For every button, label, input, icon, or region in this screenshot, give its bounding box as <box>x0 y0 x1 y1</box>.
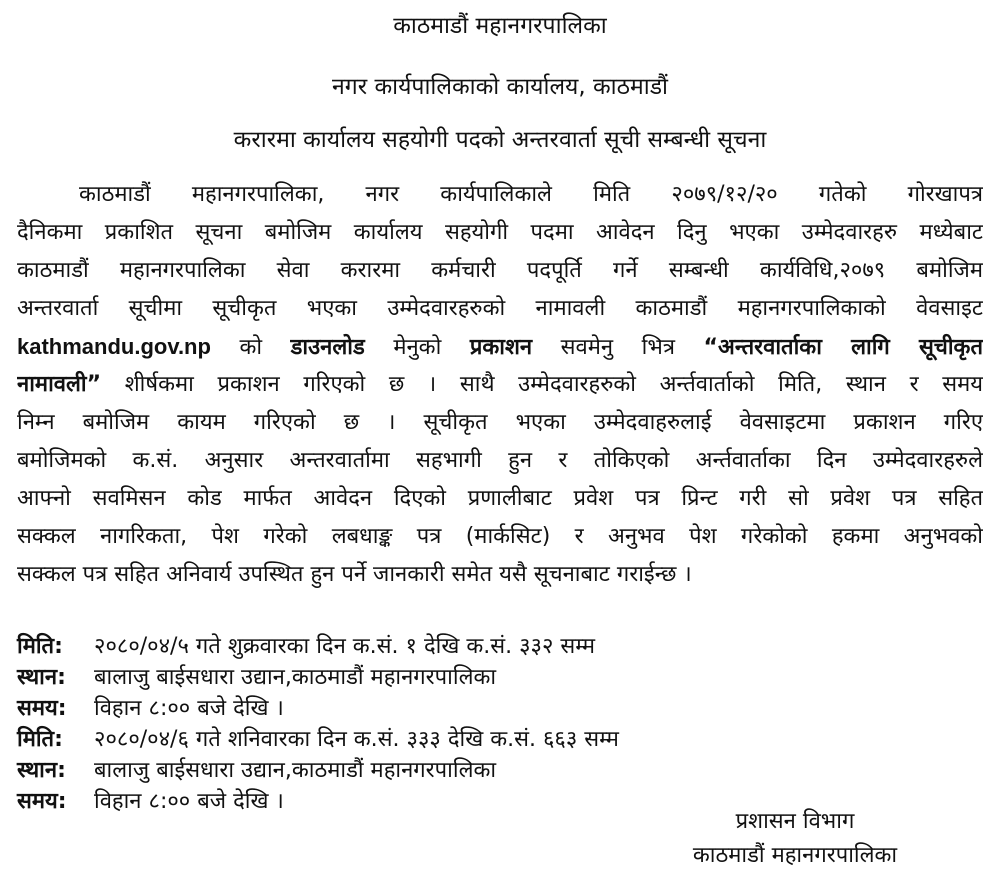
body-line: निम्न बमोजिम कायम गरिएको छ । सूचीकृत भएका उम्मेदवाहरुलाई वेवसाइटमा प्रकाशन गरिए <box>17 410 983 435</box>
body-line: अन्तरवार्ता सूचीमा सूचीकृत भएका उम्मेदवारहरुको नामावली काठमाडौं महानगरपालिकाको वेवसाइट <box>17 296 983 321</box>
office-name: काठमाडौं महानगरपालिका <box>692 843 898 868</box>
body-line <box>17 366 983 404</box>
schedule-value: बालाजु बाईसधारा उद्यान,काठमाडौं महानगरपालिका <box>94 665 497 690</box>
body-line: बमोजिमको क.सं. अनुसार अन्तरवार्तामा सहभागी हुन र तोकिएको अर्न्तवार्ताका दिन उम्मेदवारहरुले <box>17 448 983 473</box>
body-text: को <box>239 335 263 360</box>
schedule-row-venue <box>17 662 619 693</box>
interview-schedule <box>17 631 619 817</box>
body-text: सवमेनु भित्र <box>560 335 675 360</box>
body-line: काठमाडौं महानगरपालिका सेवा करारमा कर्मचारी पदपूर्ति गर्ने सम्बन्धी कार्यविधि,२०७९ बमोजिम <box>17 258 983 283</box>
body-line-website <box>17 328 983 366</box>
schedule-value: विहान ८:०० बजे देखि । <box>94 789 284 814</box>
schedule-value: २०८०/०४/५ गते शुक्रवारका दिन क.सं. १ देखि क.सं. ३३२ सम्म <box>94 634 595 659</box>
schedule-label: स्थान: <box>17 758 66 783</box>
publication-menu-name: प्रकाशन <box>469 335 533 360</box>
submenu-title-quote: “अन्तरवार्ताका लागि सूचीकृत <box>703 335 983 360</box>
schedule-label: समय: <box>17 789 67 814</box>
schedule-value: २०८०/०४/६ गते शनिवारका दिन क.सं. ३३३ देखि क.सं. ६६३ सम्म <box>94 727 619 752</box>
schedule-row-time <box>17 786 619 817</box>
website-url: kathmandu.gov.np <box>17 334 211 359</box>
notice-title: करारमा कार्यालय सहयोगी पदको अन्तरवार्ता सूची सम्बन्धी सूचना <box>233 127 767 153</box>
schedule-value: विहान ८:०० बजे देखि । <box>94 696 284 721</box>
body-text: शीर्षकमा प्रकाशन गरिएको छ । साथै उम्मेदवारहरुको अर्न्तवार्ताको मिति, स्थान र समय <box>124 372 983 397</box>
department-name: प्रशासन विभाग <box>735 809 855 834</box>
body-line: दैनिकमा प्रकाशित सूचना बमोजिम कार्यालय सहयोगी पदमा आवेदन दिनु भएका उम्मेदवारहरु मध्येबाट <box>17 220 983 245</box>
schedule-label: स्थान: <box>17 665 66 690</box>
signature-block <box>650 805 940 873</box>
office-subheading: नगर कार्यपालिकाको कार्यालय, काठमाडौं <box>332 74 668 100</box>
schedule-row-date <box>17 724 619 755</box>
body-line: काठमाडौं महानगरपालिका, नगर कार्यपालिकाले मिति २०७९/१२/२० गतेको गोरखापत्र <box>79 182 983 207</box>
office-name-heading: काठमाडौं महानगरपालिका <box>393 13 607 39</box>
schedule-label: समय: <box>17 696 67 721</box>
schedule-label: मिति: <box>17 634 63 659</box>
body-line: आफ्नो सवमिसन कोड मार्फत आवेदन दिएको प्रणालीबाट प्रवेश पत्र प्रिन्ट गरी सो प्रवेश पत्र सहित <box>17 486 983 511</box>
body-line: सक्कल नागरिकता, पेश गरेको लबधाङ्क पत्र (मार्कसिट) र अनुभव पेश गरेकोको हकमा अनुभवको <box>17 524 983 549</box>
schedule-label: मिति: <box>17 727 63 752</box>
schedule-row-date <box>17 631 619 662</box>
submenu-title-quote-end: नामावली” <box>17 372 102 397</box>
body-text: मेनुको <box>393 335 442 360</box>
schedule-row-venue <box>17 755 619 786</box>
schedule-value: बालाजु बाईसधारा उद्यान,काठमाडौं महानगरपालिका <box>94 758 497 783</box>
download-menu-name: डाउनलोड <box>290 335 365 360</box>
body-line: सक्कल पत्र सहित अनिवार्य उपस्थित हुन पर्ने जानकारी समेत यसै सूचनाबाट गराईन्छ । <box>17 562 692 587</box>
schedule-row-time <box>17 693 619 724</box>
notice-body-paragraph <box>17 176 983 594</box>
